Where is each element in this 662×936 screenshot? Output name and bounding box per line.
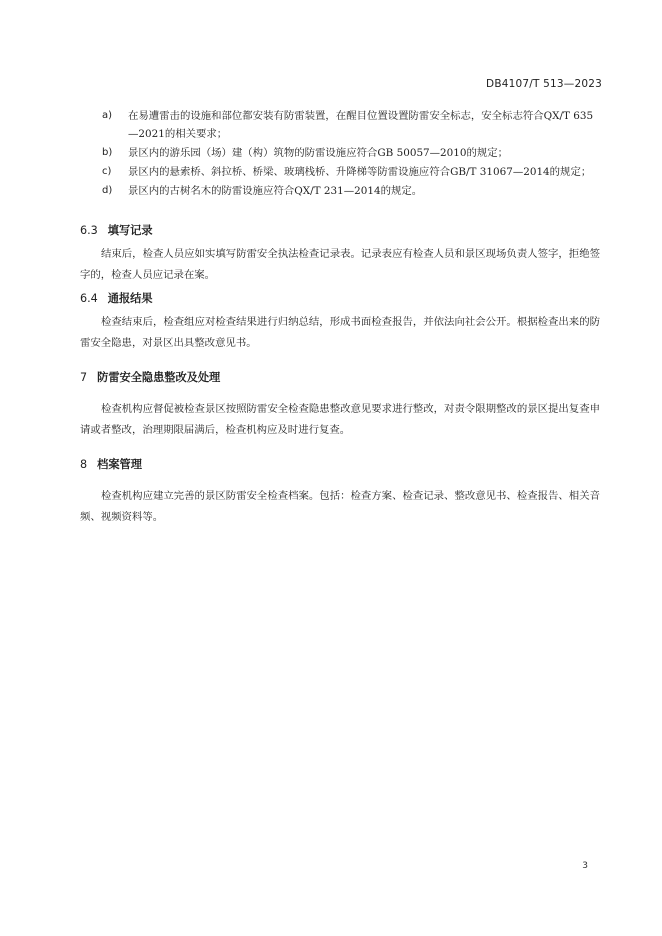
section-title: 通报结果 [107,292,153,305]
list-marker: d) [102,185,113,196]
requirements-list [80,107,600,201]
section-number: 7 [80,371,88,384]
list-item [80,182,600,200]
section-number: 6.4 [80,292,98,305]
section-heading-7 [80,369,220,385]
list-item-text: 景区内的游乐园（场）建（构）筑物的防雷设施应符合GB 50057—2010的规定； [128,147,509,159]
section-title: 档案管理 [97,458,142,471]
list-item [80,107,600,143]
list-item [80,163,600,181]
list-item-text: 景区内的古树名木的防雷设施应符合QX/T 231—2014的规定。 [128,185,423,197]
section-heading-6-3 [80,222,153,238]
section-title: 防雷安全隐患整改及处理 [97,371,221,384]
section-body-7: 检查机构应督促被检查景区按照防雷安全检查隐患整改意见要求进行整改，对责令限期整改的景区提出复查申请或者整改，治理期限届满后，检查机构应及时进行复查。 [80,403,600,436]
section-body-6-4: 检查结束后，检查组应对检查结果进行归纳总结，形成书面检查报告，并依法向社会公开。根据检查出来的防雷安全隐患，对景区出具整改意见书。 [80,316,600,349]
section-number: 8 [80,458,88,471]
section-number: 6.3 [80,224,98,237]
list-item-text: 景区内的悬索桥、斜拉桥、桥梁、玻璃栈桥、升降梯等防雷设施应符合GB/T 31067—2014的规定； [128,166,592,178]
section-body-6-3: 结束后，检查人员应如实填写防雷安全执法检查记录表。记录表应有检查人员和景区现场负责人签字，拒绝签字的，检查人员应记录在案。 [80,248,600,281]
list-item-text: 在易遭雷击的设施和部位都安装有防雷装置，在醒目位置设置防雷安全标志，安全标志符合QX/T 635—2021的相关要求； [128,110,594,140]
standard-code-header: DB4107/T 513—2023 [486,78,602,90]
list-marker: a) [102,110,113,121]
section-heading-6-4 [80,290,153,306]
section-title: 填写记录 [107,224,153,237]
list-marker: c) [102,166,112,177]
section-heading-8 [80,456,142,472]
list-item [80,144,600,162]
page-number: 3 [582,861,588,871]
list-marker: b) [102,147,113,158]
section-body-8: 检查机构应建立完善的景区防雷安全检查档案。包括：检查方案、检查记录、整改意见书、检查报告、相关音频、视频资料等。 [80,490,600,523]
